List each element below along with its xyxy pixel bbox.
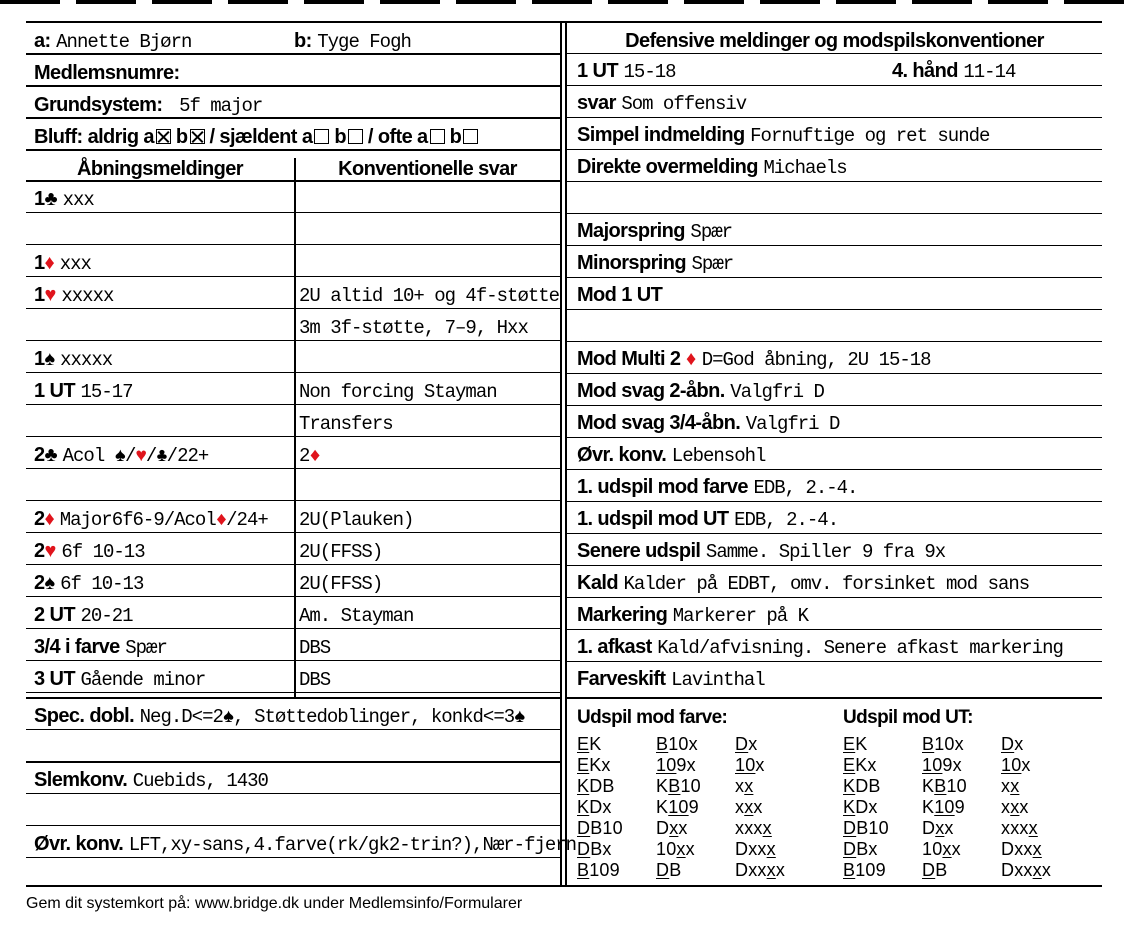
defensive-row-line xyxy=(567,629,1102,630)
ut-lead-cell: KDB xyxy=(843,776,881,796)
openings-row-line xyxy=(26,532,560,533)
response-row-8: Transfers xyxy=(299,413,393,435)
opening-column-divider xyxy=(294,158,296,698)
ut-lead-cell: Dx xyxy=(1001,734,1024,754)
defensive-row-line xyxy=(567,85,1102,86)
left-header-line xyxy=(26,85,560,87)
openings-row-line xyxy=(26,468,560,469)
defensive-title: Defensive meldinger og modspilskonventioner xyxy=(625,30,1044,52)
openings-row-line xyxy=(26,564,560,565)
defensive-row-15: 1. udspil mod UT EDB, 2.-4. xyxy=(577,508,839,531)
members-label: Medlemsnumre: xyxy=(34,62,180,84)
response-row-11: 2U(Plauken) xyxy=(299,509,414,531)
ut-lead-cell: xxxx xyxy=(1001,818,1038,838)
card-top-border xyxy=(26,21,1102,23)
openings-row-line xyxy=(26,212,560,213)
defensive-row-line xyxy=(567,437,1102,438)
bluff-sjaeldent-b-checkbox[interactable] xyxy=(348,129,363,144)
ut-lead-cell: DB10 xyxy=(843,818,889,838)
defensive-row-line xyxy=(567,117,1102,118)
opening-row-1: 1♣ xxx xyxy=(34,188,94,211)
defensive-row-7: Minorspring Spær xyxy=(577,252,734,275)
defensive-row-1-extra: 4. hånd 11-14 xyxy=(892,60,1016,83)
partner-a: a: Annette Bjørn xyxy=(34,30,192,53)
opening-row-16: 3 UT Gående minor xyxy=(34,668,206,691)
defensive-row-line xyxy=(567,565,1102,566)
defensive-bottom-line xyxy=(567,697,1102,699)
farve-lead-cell: K109 xyxy=(656,797,699,817)
farve-lead-cell: KB10 xyxy=(656,776,701,796)
defensive-row-line xyxy=(567,341,1102,342)
ut-lead-cell: 10x xyxy=(1001,755,1031,775)
left-bottom-line xyxy=(26,793,560,794)
ut-lead-cell: 109x xyxy=(922,755,962,775)
spec-dobl-row: Spec. dobl. Neg.D<=2♠, Støttedoblinger, konkd<=3♠ xyxy=(34,705,525,728)
left-bottom-thick-line xyxy=(26,761,560,763)
defensive-row-3: Simpel indmelding Fornuftige og ret sunde xyxy=(577,124,990,147)
lead-ut-title: Udspil mod UT: xyxy=(843,707,973,728)
farve-lead-cell: xxx xyxy=(735,797,763,817)
partner-b: b: Tyge Fogh xyxy=(294,30,411,53)
response-row-9: 2♦ xyxy=(299,445,320,467)
openings-column-title: Åbningsmeldinger xyxy=(77,158,243,180)
ut-lead-cell: 10xx xyxy=(922,839,961,859)
farve-lead-cell: KDx xyxy=(577,797,612,817)
ut-lead-cell: xx xyxy=(1001,776,1020,796)
openings-row-line xyxy=(26,596,560,597)
defensive-row-line xyxy=(567,405,1102,406)
center-divider-2 xyxy=(565,21,567,887)
opening-row-11: 2♦ Major6f6-9/Acol♦/24+ xyxy=(34,508,268,531)
ut-lead-cell: EKx xyxy=(843,755,877,775)
farve-lead-cell: B109 xyxy=(577,860,620,880)
defensive-row-line xyxy=(567,245,1102,246)
left-header-line xyxy=(26,149,560,151)
defensive-row-12: Mod svag 3/4-åbn. Valgfri D xyxy=(577,412,840,435)
defensive-row-line xyxy=(567,309,1102,310)
system-card xyxy=(26,21,1102,887)
farve-lead-cell: DB xyxy=(656,860,682,880)
defensive-row-10: Mod Multi 2 ♦ D=God åbning, 2U 15-18 xyxy=(577,348,931,371)
ut-lead-cell: xxx xyxy=(1001,797,1029,817)
opening-row-9: 2♣ Acol ♠/♥/♣/22+ xyxy=(34,444,209,467)
slemkonv-row: Slemkonv. Cuebids, 1430 xyxy=(34,769,268,792)
response-row-5: 3m 3f-støtte, 7–9, Hxx xyxy=(299,317,528,339)
openings-row-line xyxy=(26,436,560,437)
bluff-aldrig-a-checkbox[interactable] xyxy=(156,129,171,144)
farve-lead-cell: 10xx xyxy=(656,839,695,859)
defensive-row-line xyxy=(567,181,1102,182)
ut-lead-cell: K109 xyxy=(922,797,965,817)
bluff-aldrig-b-checkbox[interactable] xyxy=(190,129,205,144)
ut-lead-cell: KDx xyxy=(843,797,878,817)
farve-lead-cell: Dxxxx xyxy=(735,860,786,880)
response-row-12: 2U(FFSS) xyxy=(299,541,383,563)
defensive-row-13: Øvr. konv. Lebensohl xyxy=(577,444,766,467)
defensive-row-line xyxy=(567,213,1102,214)
farve-lead-cell: EKx xyxy=(577,755,611,775)
openings-row-line xyxy=(26,500,560,501)
center-divider xyxy=(560,21,562,887)
response-row-13: 2U(FFSS) xyxy=(299,573,383,595)
openings-row-line xyxy=(26,340,560,341)
opening-row-4: 1♥ xxxxx xyxy=(34,284,114,307)
farve-lead-cell: 109x xyxy=(656,755,696,775)
opening-row-12: 2♥ 6f 10-13 xyxy=(34,540,145,563)
ut-lead-cell: EK xyxy=(843,734,868,754)
farve-lead-cell: DB10 xyxy=(577,818,623,838)
footer-note: Gem dit systemkort på: www.bridge.dk under Medlemsinfo/Formularer xyxy=(26,895,523,912)
defensive-row-18: Markering Markerer på K xyxy=(577,604,808,627)
defensive-row-line xyxy=(567,661,1102,662)
left-header-line xyxy=(26,53,560,55)
opening-row-15: 3/4 i farve Spær xyxy=(34,636,167,659)
opening-row-6: 1♠ xxxxx xyxy=(34,348,113,371)
defensive-row-1: 1 UT 15-18 xyxy=(577,60,676,83)
ovr-konv-row: Øvr. konv. LFT,xy-sans,4.farve(rk/gk2-trin?),Nær-fjern xyxy=(34,833,577,856)
defensive-row-16: Senere udspil Samme. Spiller 9 fra 9x xyxy=(577,540,946,563)
openings-header-line xyxy=(26,180,560,182)
farve-lead-cell: DBx xyxy=(577,839,612,859)
openings-row-line xyxy=(26,308,560,309)
ut-lead-cell: B109 xyxy=(843,860,886,880)
farve-lead-cell: Dxxx xyxy=(735,839,776,859)
response-row-7: Non forcing Stayman xyxy=(299,381,497,403)
defensive-row-14: 1. udspil mod farve EDB, 2.-4. xyxy=(577,476,858,499)
ut-lead-cell: B10x xyxy=(922,734,964,754)
response-row-16: DBS xyxy=(299,669,331,691)
responses-column-title: Konventionelle svar xyxy=(338,158,517,180)
defensive-row-line xyxy=(567,373,1102,374)
farve-lead-cell: 10x xyxy=(735,755,765,775)
card-bottom-border xyxy=(26,885,1102,887)
farve-lead-cell: xxxx xyxy=(735,818,772,838)
openings-row-line xyxy=(26,404,560,405)
response-row-14: Am. Stayman xyxy=(299,605,414,627)
farve-lead-cell: EK xyxy=(577,734,602,754)
response-row-4: 2U altid 10+ og 4f-støtte xyxy=(299,285,560,307)
defensive-row-line xyxy=(567,533,1102,534)
farve-lead-cell: Dx xyxy=(735,734,758,754)
defensive-row-6: Majorspring Spær xyxy=(577,220,733,243)
defensive-row-2: svar Som offensiv xyxy=(577,92,747,115)
opening-row-14: 2 UT 20-21 xyxy=(34,604,133,627)
system-row: Grundsystem: 5f major xyxy=(34,94,263,117)
ut-lead-cell: DB xyxy=(922,860,948,880)
left-header-line xyxy=(26,117,560,119)
defensive-row-11: Mod svag 2-åbn. Valgfri D xyxy=(577,380,824,403)
bluff-sjaeldent-a-checkbox[interactable] xyxy=(314,129,329,144)
ut-lead-cell: Dxx xyxy=(922,818,954,838)
lead-farve-title: Udspil mod farve: xyxy=(577,707,728,728)
opening-row-13: 2♠ 6f 10-13 xyxy=(34,572,144,595)
response-row-15: DBS xyxy=(299,637,331,659)
ut-lead-cell: Dxxxx xyxy=(1001,860,1052,880)
openings-row-line xyxy=(26,628,560,629)
ut-lead-cell: DBx xyxy=(843,839,878,859)
defensive-row-line xyxy=(567,501,1102,502)
openings-row-line xyxy=(26,692,560,693)
openings-bottom-line xyxy=(26,697,560,699)
openings-row-line xyxy=(26,276,560,277)
bluff-ofte-b-checkbox[interactable] xyxy=(463,129,478,144)
opening-row-7: 1 UT 15-17 xyxy=(34,380,133,403)
top-dashed-border xyxy=(0,0,1128,4)
farve-lead-cell: xx xyxy=(735,776,754,796)
defensive-row-line xyxy=(567,149,1102,150)
ut-lead-cell: KB10 xyxy=(922,776,967,796)
openings-row-line xyxy=(26,244,560,245)
ut-lead-cell: Dxxx xyxy=(1001,839,1042,859)
left-bottom-line xyxy=(26,857,560,858)
defensive-row-line xyxy=(567,277,1102,278)
opening-row-3: 1♦ xxx xyxy=(34,252,91,275)
defensive-row-line xyxy=(567,53,1102,54)
defensive-row-8: Mod 1 UT xyxy=(577,284,663,306)
defensive-row-line xyxy=(567,597,1102,598)
bluff-ofte-a-checkbox[interactable] xyxy=(430,129,445,144)
defensive-row-19: 1. afkast Kald/afvisning. Senere afkast markering xyxy=(577,636,1063,659)
defensive-row-17: Kald Kalder på EDBT, omv. forsinket mod sans xyxy=(577,572,1030,595)
openings-row-line xyxy=(26,372,560,373)
defensive-row-20: Farveskift Lavinthal xyxy=(577,668,765,691)
bluff-row: Bluff: aldrig a b / sjældent a b / ofte a b xyxy=(34,125,478,149)
defensive-row-line xyxy=(567,469,1102,470)
farve-lead-cell: Dxx xyxy=(656,818,688,838)
left-bottom-line xyxy=(26,729,560,730)
farve-lead-cell: KDB xyxy=(577,776,615,796)
defensive-row-4: Direkte overmelding Michaels xyxy=(577,156,847,179)
farve-lead-cell: B10x xyxy=(656,734,698,754)
openings-row-line xyxy=(26,660,560,661)
left-bottom-line xyxy=(26,825,560,826)
